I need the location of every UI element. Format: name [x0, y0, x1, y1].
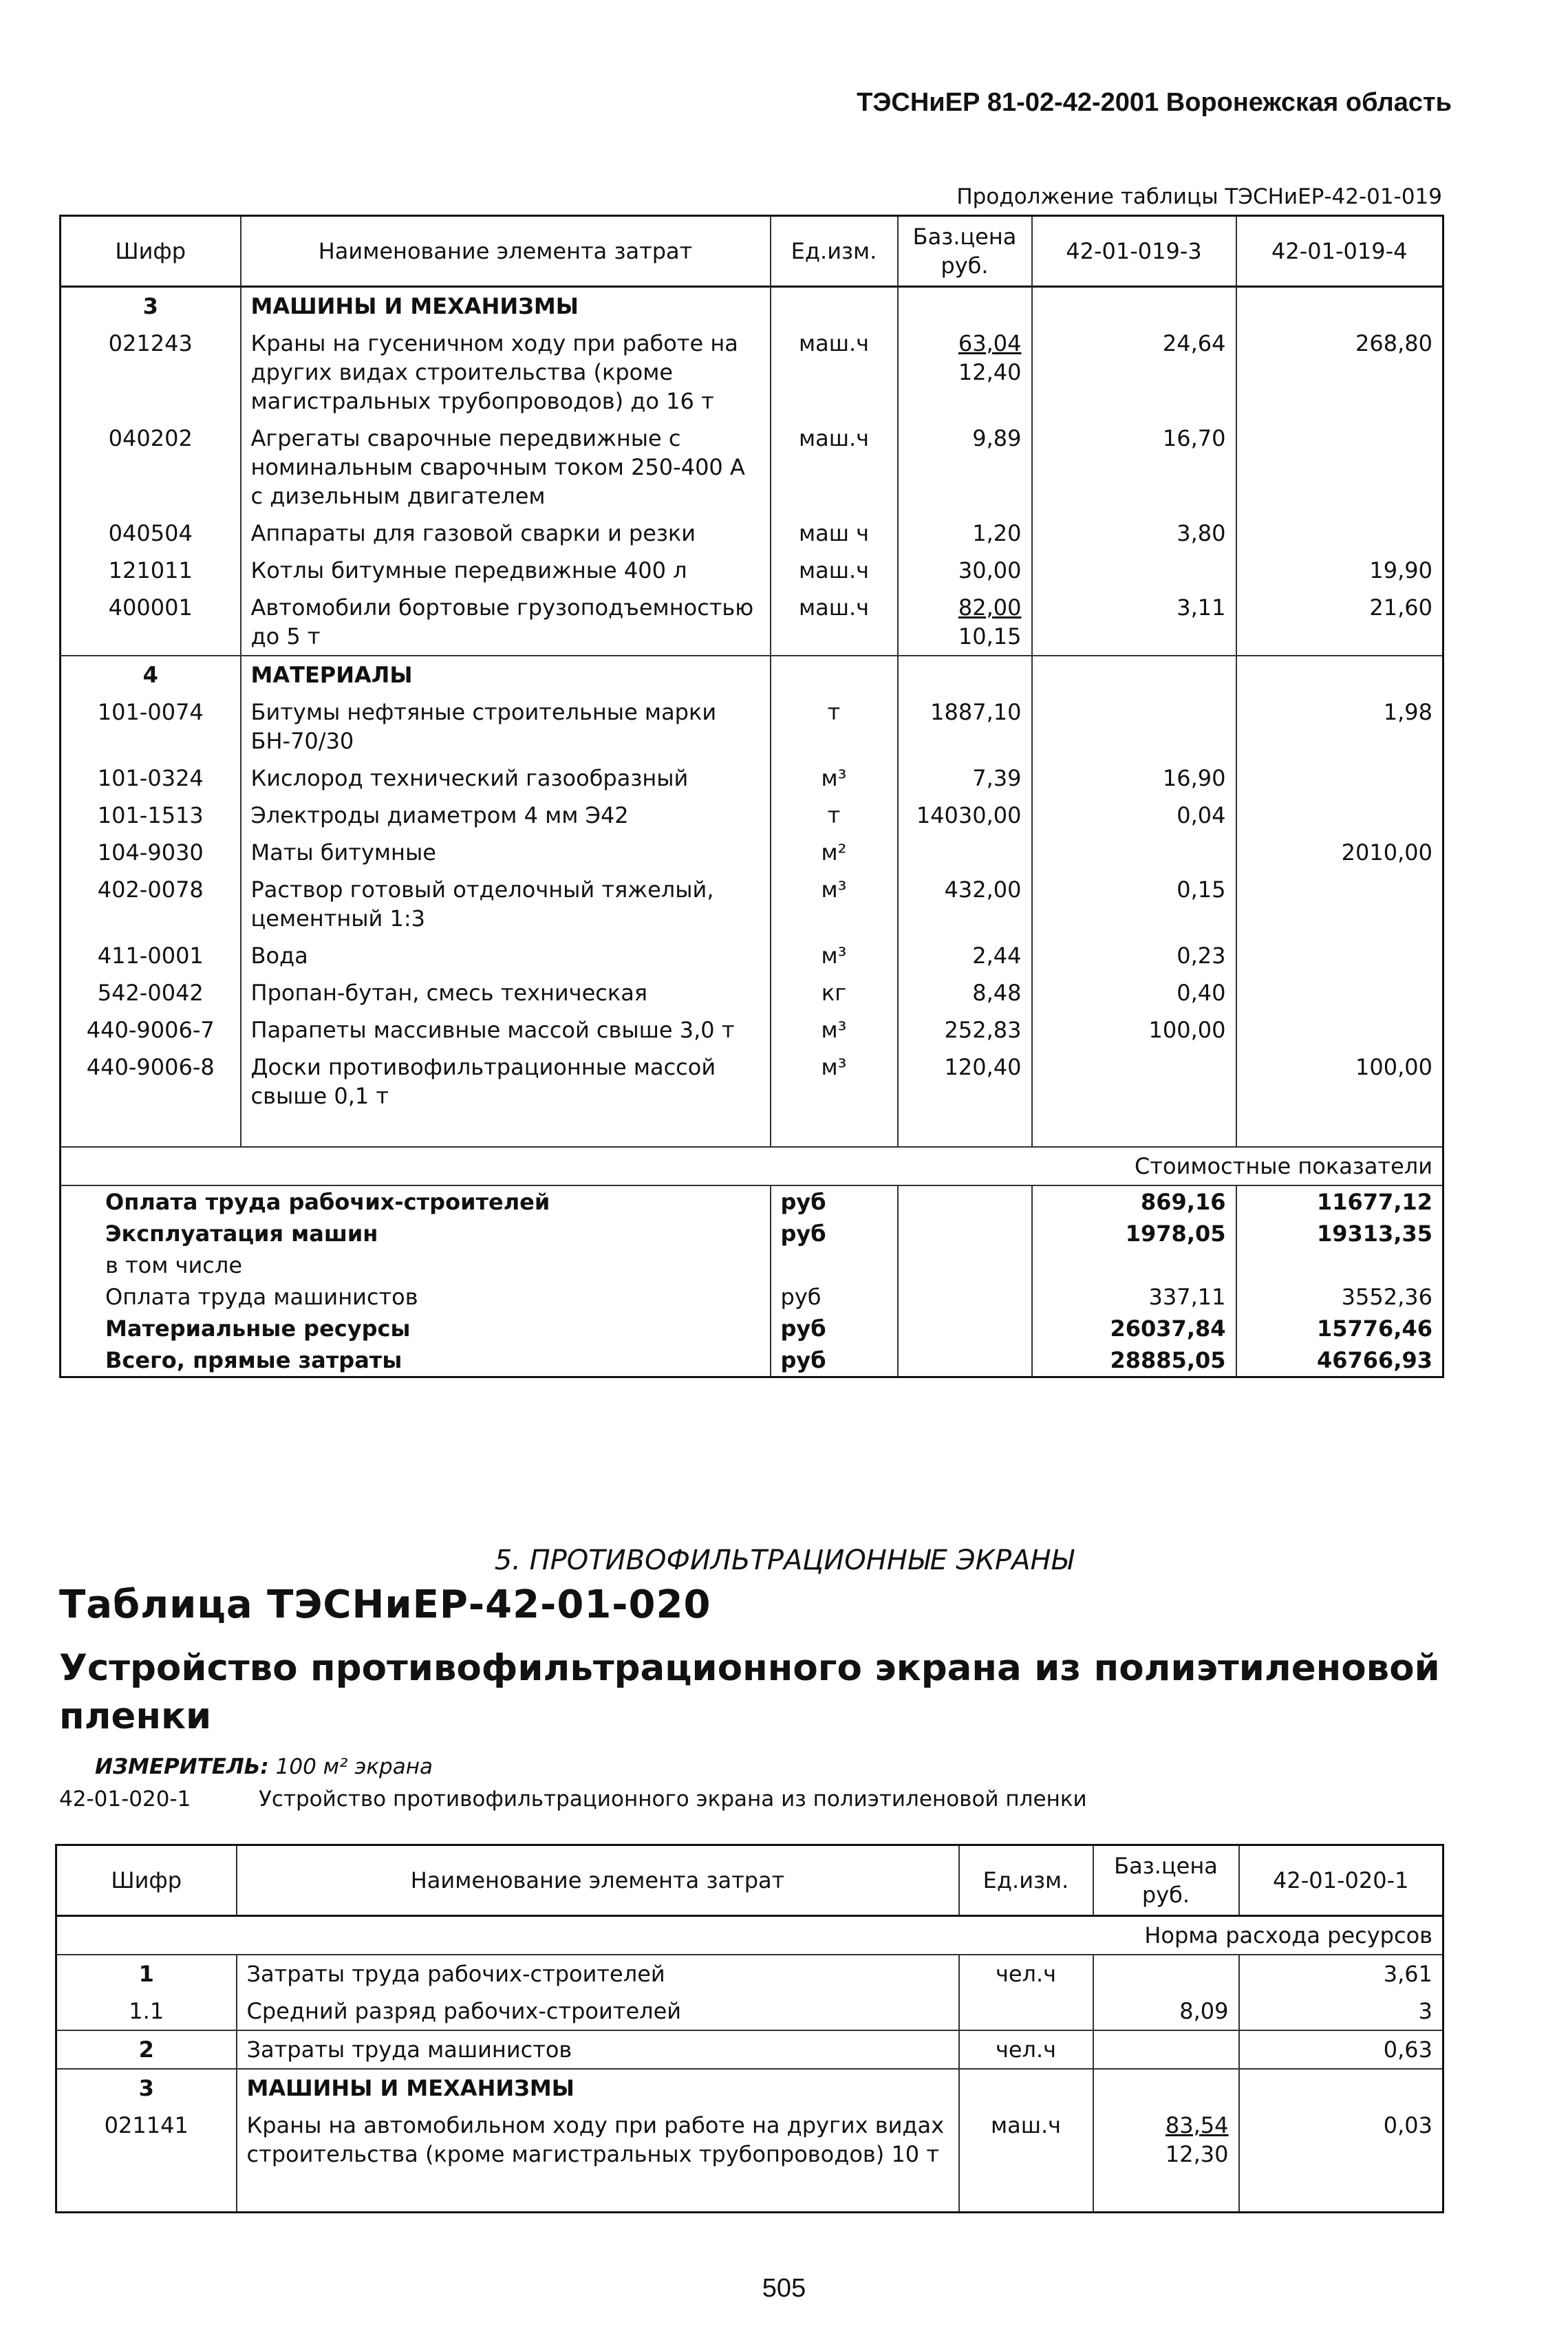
page-header-title: ТЭСНиЕР 81-02-42-2001 Воронежская область: [857, 88, 1452, 117]
summary-label: Всего, прямые затраты: [105, 1347, 402, 1373]
summary-label: Оплата труда машинистов: [105, 1284, 418, 1310]
summary-value-019-4: 19313,35: [1236, 1218, 1443, 1249]
value-019-4: [1236, 420, 1443, 515]
section-row: [61, 287, 1443, 325]
resource-name: Затраты труда машинистов: [237, 2030, 959, 2069]
table-row: [61, 1011, 1443, 1049]
section-title: МАТЕРИАЛЫ: [241, 656, 771, 694]
summary-row: [61, 1185, 1443, 1218]
column-header: Баз.цена руб.: [1093, 1845, 1239, 1916]
empty-cell: [241, 1115, 771, 1147]
value-019-4: [1236, 1011, 1443, 1049]
table-header-row: [56, 1845, 1443, 1916]
resource-code: 1.1: [129, 1998, 164, 2024]
table-row: [61, 871, 1443, 937]
base-price-cell: [1093, 1955, 1239, 1992]
value-019-3: [1032, 694, 1236, 760]
norm-code-description: Устройство противофильтрационного экрана из полиэтиленовой пленки: [259, 1787, 1087, 1812]
resource-name: Доски противофильтрационные массой свыше 0,1 т: [241, 1049, 771, 1115]
value-019-3: [1032, 1049, 1236, 1115]
summary-value-019-3: 26037,84: [1032, 1313, 1236, 1344]
resource-code: 101-1513: [97, 802, 204, 828]
resource-code: 411-0001: [97, 943, 204, 969]
resource-name: Агрегаты сварочные передвижные с номинальным сварочным током 250-400 А с дизельным двигателем: [241, 420, 771, 515]
value-019-3: 3,11: [1032, 589, 1236, 656]
empty-cell: [898, 656, 1032, 694]
summary-value-019-4: 11677,12: [1236, 1185, 1443, 1218]
unit: маш.ч: [771, 552, 898, 589]
summary-row: [61, 1344, 1443, 1377]
summary-value-019-4: 15776,46: [1236, 1313, 1443, 1344]
value-019-4: 21,60: [1236, 589, 1443, 656]
column-header: Наименование элемента затрат: [241, 216, 771, 287]
resource-code: 121011: [108, 557, 193, 583]
resource-name: Аппараты для газовой сварки и резки: [241, 515, 771, 552]
summary-value-019-4: 3552,36: [1236, 1281, 1443, 1313]
section-number: 4: [61, 656, 241, 694]
base-price-cell: 14030,00: [898, 797, 1032, 834]
value-019-4: 1,98: [1236, 694, 1443, 760]
base-price-cell: 8,48: [898, 974, 1032, 1011]
value-019-4: [1236, 797, 1443, 834]
resource-name: Краны на автомобильном ходу при работе на других видах строительства (кроме магистральных трубопроводов) 10 т: [237, 2107, 959, 2213]
summary-row: [61, 1313, 1443, 1344]
resource-name: Парапеты массивные массой свыше 3,0 т: [241, 1011, 771, 1049]
table-row: [61, 797, 1443, 834]
unit: маш.ч: [771, 325, 898, 420]
resource-name: Средний разряд рабочих-строителей: [237, 1992, 959, 2030]
table-row: [61, 420, 1443, 515]
resource-code: 400001: [108, 594, 193, 621]
unit: маш.ч: [771, 589, 898, 656]
summary-value-019-3: 869,16: [1032, 1185, 1236, 1218]
section-number: 3: [61, 287, 241, 325]
wage-part-price: 12,30: [1165, 2141, 1229, 2167]
value-020-1: 0,63: [1239, 2030, 1443, 2069]
table-row: [61, 760, 1443, 797]
base-price-cell: 8,09: [1093, 1992, 1239, 2030]
summary-unit: [771, 1249, 898, 1281]
base-price-cell: 120,40: [898, 1049, 1032, 1115]
page-number: 505: [762, 2274, 806, 2303]
column-header: Шифр: [56, 1845, 237, 1916]
base-price-cell: [898, 589, 1032, 656]
norm-caption: Норма расхода ресурсов: [56, 1916, 1443, 1955]
empty-cell: [1032, 1115, 1236, 1147]
empty-cell: [898, 1218, 1032, 1249]
base-price-cell: 432,00: [898, 871, 1032, 937]
table-description: Устройство противофильтрационного экрана из полиэтиленовой пленки: [59, 1647, 1440, 1737]
resource-code: 402-0078: [97, 877, 204, 903]
base-price-cell: 7,39: [898, 760, 1032, 797]
resource-name: Автомобили бортовые грузоподъемностью до 5 т: [241, 589, 771, 656]
value-020-1: 0,03: [1239, 2107, 1443, 2213]
table-row: [61, 937, 1443, 974]
empty-cell: [898, 287, 1032, 325]
base-price-cell: 252,83: [898, 1011, 1032, 1049]
summary-unit: руб: [771, 1313, 898, 1344]
base-price-cell: [898, 834, 1032, 871]
value-019-4: [1236, 760, 1443, 797]
resource-code: 440-9006-7: [86, 1017, 215, 1043]
resource-name: Краны на гусеничном ходу при работе на других видах строительства (кроме магистральных трубопроводов) до 16 т: [241, 325, 771, 420]
empty-cell: [771, 1115, 898, 1147]
table-row: [61, 694, 1443, 760]
summary-value-019-3: 28885,05: [1032, 1344, 1236, 1377]
table-row: [56, 2030, 1443, 2069]
summary-unit: руб: [771, 1344, 898, 1377]
value-020-1: 3,61: [1239, 1955, 1443, 1992]
unit: кг: [771, 974, 898, 1011]
resource-code: 101-0324: [97, 765, 204, 791]
table-header-row: [61, 216, 1443, 287]
value-019-4: 268,80: [1236, 325, 1443, 420]
resource-code: 1: [138, 1961, 154, 1987]
summary-value-019-4: 46766,93: [1236, 1344, 1443, 1377]
unit: м³: [771, 1049, 898, 1115]
resource-code: 440-9006-8: [86, 1054, 215, 1080]
table-row: [61, 515, 1443, 552]
summary-unit: руб: [771, 1218, 898, 1249]
base-price-cell: [898, 325, 1032, 420]
unit: маш.ч: [771, 420, 898, 515]
unit: [959, 2069, 1093, 2107]
resource-code: 021243: [108, 330, 193, 356]
value-019-3: 0,04: [1032, 797, 1236, 834]
base-price: 83,54: [1165, 2112, 1229, 2138]
summary-value-019-4: [1236, 1249, 1443, 1281]
value-019-3: 0,40: [1032, 974, 1236, 1011]
meter-line: [95, 1754, 433, 1779]
column-header: Баз.цена руб.: [898, 216, 1032, 287]
base-price-cell: 2,44: [898, 937, 1032, 974]
table-row: [61, 325, 1443, 420]
unit: [959, 1992, 1093, 2030]
empty-cell: [898, 1313, 1032, 1344]
empty-cell: [898, 1344, 1032, 1377]
empty-cell: [1236, 656, 1443, 694]
value-019-3: 24,64: [1032, 325, 1236, 420]
resource-name: Вода: [241, 937, 771, 974]
value-019-3: [1032, 834, 1236, 871]
table-row: [61, 589, 1443, 656]
table-row: [56, 2107, 1443, 2213]
summary-row: [61, 1218, 1443, 1249]
summary-value-019-3: 337,11: [1032, 1281, 1236, 1313]
summary-caption: Стоимостные показатели: [61, 1147, 1443, 1185]
table-continuation-caption: Продолжение таблицы ТЭСНиЕР-42-01-019: [956, 184, 1442, 209]
column-header: 42-01-019-3: [1032, 216, 1236, 287]
table-row: [56, 1992, 1443, 2030]
resource-code: 104-9030: [97, 839, 204, 866]
meter-value: 100 м² экрана: [275, 1754, 433, 1779]
resource-name: Электроды диаметром 4 мм Э42: [241, 797, 771, 834]
base-price-cell: 1887,10: [898, 694, 1032, 760]
summary-label: Эксплуатация машин: [105, 1221, 378, 1247]
value-019-4: [1236, 974, 1443, 1011]
base-price-cell: 9,89: [898, 420, 1032, 515]
resource-table-019: [59, 215, 1444, 1378]
base-price-cell: [1093, 2030, 1239, 2069]
empty-cell: [771, 656, 898, 694]
empty-cell: [1236, 287, 1443, 325]
resource-table-020: [55, 1844, 1444, 2213]
wage-part-price: 10,15: [958, 623, 1022, 649]
unit: маш ч: [771, 515, 898, 552]
value-019-3: 3,80: [1032, 515, 1236, 552]
table-title: Таблица ТЭСНиЕР-42-01-020: [59, 1582, 711, 1627]
table-row: [61, 1049, 1443, 1115]
summary-row: [61, 1281, 1443, 1313]
table-row: [56, 1955, 1443, 1992]
norm-code: 42-01-020-1: [59, 1787, 191, 1812]
value-019-4: 2010,00: [1236, 834, 1443, 871]
value-019-4: [1236, 515, 1443, 552]
unit: м²: [771, 834, 898, 871]
resource-code: 542-0042: [97, 980, 204, 1006]
unit: м³: [771, 1011, 898, 1049]
base-price-cell: 1,20: [898, 515, 1032, 552]
unit: чел.ч: [959, 2030, 1093, 2069]
column-header: Ед.изм.: [959, 1845, 1093, 1916]
value-020-1: [1239, 2069, 1443, 2107]
empty-cell: [898, 1185, 1032, 1218]
wage-part-price: 12,40: [958, 359, 1022, 385]
column-header: Наименование элемента затрат: [237, 1845, 959, 1916]
summary-value-019-3: 1978,05: [1032, 1218, 1236, 1249]
base-price-cell: 30,00: [898, 552, 1032, 589]
summary-unit: руб: [771, 1185, 898, 1218]
column-header: 42-01-019-4: [1236, 216, 1443, 287]
section-heading: 5. ПРОТИВОФИЛЬТРАЦИОННЫЕ ЭКРАНЫ: [494, 1545, 1074, 1576]
unit: т: [771, 797, 898, 834]
resource-code: 3: [56, 2069, 237, 2107]
empty-cell: [898, 1281, 1032, 1313]
unit: маш.ч: [959, 2107, 1093, 2213]
resource-code: 021141: [104, 2112, 189, 2138]
summary-label: Материальные ресурсы: [105, 1315, 411, 1342]
resource-name: Затраты труда рабочих-строителей: [237, 1955, 959, 1992]
value-019-4: [1236, 871, 1443, 937]
empty-cell: [898, 1115, 1032, 1147]
meter-label: ИЗМЕРИТЕЛЬ:: [95, 1754, 269, 1779]
section-row: [61, 656, 1443, 694]
unit: чел.ч: [959, 1955, 1093, 1992]
summary-row: [61, 1249, 1443, 1281]
unit: м³: [771, 760, 898, 797]
base-price-cell: [1093, 2069, 1239, 2107]
table-row: [56, 2069, 1443, 2107]
value-019-4: [1236, 937, 1443, 974]
empty-cell: [771, 287, 898, 325]
base-price: 82,00: [958, 594, 1022, 621]
summary-value-019-3: [1032, 1249, 1236, 1281]
base-price: 63,04: [958, 330, 1022, 356]
resource-code: 040202: [108, 425, 193, 451]
value-019-3: 100,00: [1032, 1011, 1236, 1049]
norm-code-line: [59, 1787, 1087, 1812]
resource-name: Котлы битумные передвижные 400 л: [241, 552, 771, 589]
section-title: МАШИНЫ И МЕХАНИЗМЫ: [241, 287, 771, 325]
norm-caption-row: [56, 1916, 1443, 1955]
value-019-3: 16,90: [1032, 760, 1236, 797]
table-row: [61, 834, 1443, 871]
resource-code: 040504: [108, 520, 193, 546]
unit: м³: [771, 937, 898, 974]
unit: м³: [771, 871, 898, 937]
resource-name: МАШИНЫ И МЕХАНИЗМЫ: [237, 2069, 959, 2107]
empty-cell: [898, 1249, 1032, 1281]
resource-code: 101-0074: [97, 699, 204, 725]
summary-unit: руб: [771, 1281, 898, 1313]
base-price-cell: [1093, 2107, 1239, 2213]
table-row: [61, 552, 1443, 589]
empty-cell: [61, 1115, 241, 1147]
value-019-4: 19,90: [1236, 552, 1443, 589]
resource-name: Раствор готовый отделочный тяжелый, цементный 1:3: [241, 871, 771, 937]
column-header: 42-01-020-1: [1239, 1845, 1443, 1916]
unit: т: [771, 694, 898, 760]
value-019-3: [1032, 552, 1236, 589]
value-019-3: 0,15: [1032, 871, 1236, 937]
resource-name: Пропан-бутан, смесь техническая: [241, 974, 771, 1011]
empty-cell: [1236, 1115, 1443, 1147]
value-019-4: 100,00: [1236, 1049, 1443, 1115]
spacer-row: [61, 1115, 1443, 1147]
resource-name: Кислород технический газообразный: [241, 760, 771, 797]
table-row: [61, 974, 1443, 1011]
value-020-1: 3: [1239, 1992, 1443, 2030]
resource-code: 2: [56, 2030, 237, 2069]
summary-label: Оплата труда рабочих-строителей: [105, 1189, 550, 1215]
column-header: Шифр: [61, 216, 241, 287]
summary-caption-row: [61, 1147, 1443, 1185]
empty-cell: [1032, 656, 1236, 694]
summary-label: в том числе: [105, 1252, 242, 1278]
value-019-3: 0,23: [1032, 937, 1236, 974]
empty-cell: [1032, 287, 1236, 325]
column-header: Ед.изм.: [771, 216, 898, 287]
resource-name: Маты битумные: [241, 834, 771, 871]
resource-name: Битумы нефтяные строительные марки БН-70/30: [241, 694, 771, 760]
value-019-3: 16,70: [1032, 420, 1236, 515]
